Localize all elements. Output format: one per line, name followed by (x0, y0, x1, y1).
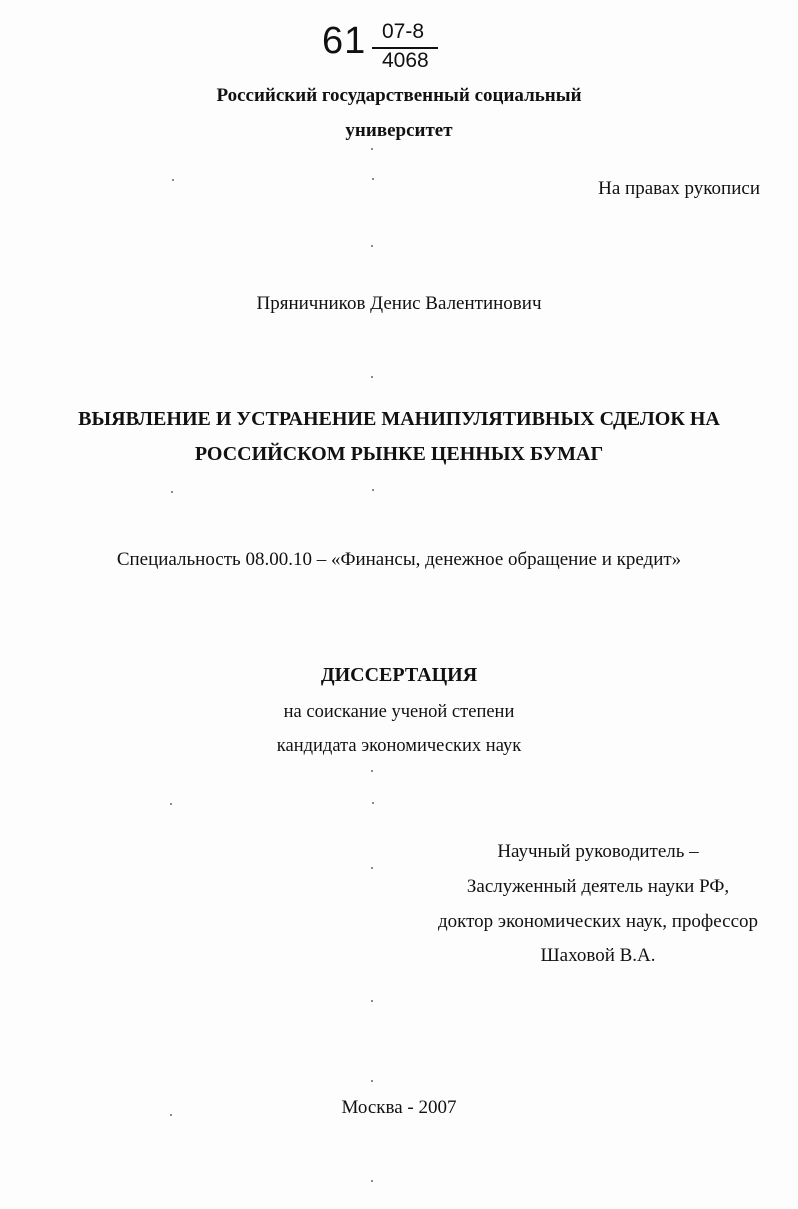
stamp-code-denominator: 4068 (382, 49, 429, 72)
scan-speck (372, 802, 374, 804)
supervisor-line-2: Заслуженный деятель науки РФ, (466, 876, 730, 897)
manuscript-rights-note: На правах рукописи (598, 178, 760, 199)
dissertation-title-line-1: ВЫЯВЛЕНИЕ И УСТРАНЕНИЕ МАНИПУЛЯТИВНЫХ СДЕЛОК НА (78, 408, 720, 430)
scan-speck (170, 803, 172, 805)
scan-speck (371, 376, 373, 378)
city-and-year: Москва - 2007 (341, 1097, 457, 1118)
scan-speck (371, 1180, 373, 1182)
degree-line-1: на соискание ученой степени (283, 702, 515, 722)
scan-speck (371, 148, 373, 150)
stamp-code-numerator: 07-8 (382, 20, 425, 43)
degree-line-2: кандидата экономических наук (276, 736, 522, 756)
dissertation-title-line-2: РОССИЙСКОМ РЫНКЕ ЦЕННЫХ БУМАГ (194, 443, 604, 465)
supervisor-line-3: доктор экономических наук, профессор (437, 911, 759, 932)
scan-speck (372, 178, 374, 180)
supervisor-line-1: Научный руководитель – (497, 841, 699, 862)
scan-speck (371, 1000, 373, 1002)
scan-speck (371, 1080, 373, 1082)
stamp-code-number: 61 (322, 20, 367, 62)
specialty-line: Специальность 08.00.10 – «Финансы, денежное обращение и кредит» (116, 549, 682, 570)
dissertation-heading: ДИССЕРТАЦИЯ (320, 664, 478, 686)
scan-speck (371, 867, 373, 869)
scan-speck (371, 770, 373, 772)
scan-speck (171, 491, 173, 493)
scan-speck (172, 179, 174, 181)
supervisor-name: Шаховой В.А. (540, 945, 656, 966)
scan-speck (170, 1114, 172, 1116)
scan-speck (371, 245, 373, 247)
university-name-line-2: университет (345, 120, 453, 141)
scan-speck (372, 489, 374, 491)
author-name: Пряничников Денис Валентинович (256, 293, 542, 314)
university-name-line-1: Российский государственный социальный (216, 85, 582, 106)
